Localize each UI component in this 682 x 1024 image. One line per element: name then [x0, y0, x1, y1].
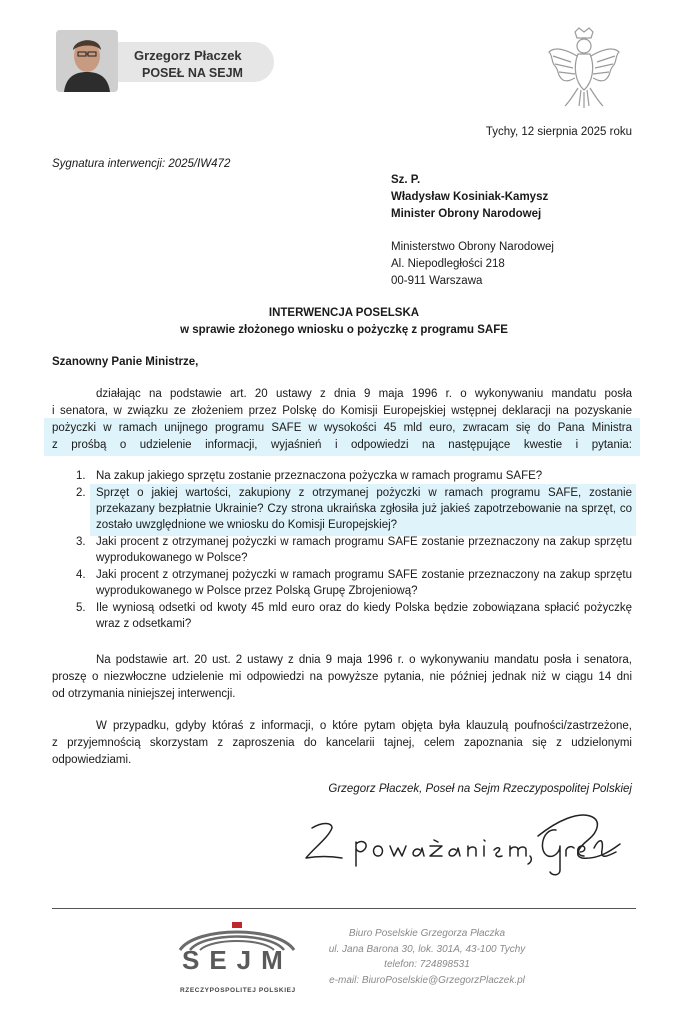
list-item: [76, 485, 632, 533]
header-role: POSEŁ NA SEJM: [142, 66, 243, 80]
intro-line-4: z prośbą o udzielenie informacji, wyjaśnień i odpowiedzi na następujące kwestie i pytania:: [52, 439, 632, 451]
footer-email[interactable]: e-mail: BiuroPoselskie@GrzegorzPlaczek.pl: [329, 974, 525, 986]
footer-address: ul. Jana Barona 30, lok. 301A, 43-100 Tychy: [328, 943, 526, 955]
confidential-line-1: W przypadku, gdyby któraś z informacji, o które pytam objęta była klauzulą poufności/zastrzeżone,: [96, 720, 632, 732]
polish-eagle-emblem-icon: [545, 26, 623, 110]
confidential-line-2: z przyjemnością skorzystam z zaproszenia do kancelarii tajnej, celem zapoznania się z udzielonymi: [52, 737, 632, 749]
reference-number: Sygnatura interwencji: 2025/IW472: [52, 158, 231, 170]
list-number: 4.: [76, 569, 86, 581]
recipient-salutation: Sz. P.: [391, 174, 421, 186]
handwritten-signature-icon: [298, 800, 628, 880]
recipient-name: Władysław Kosiniak-Kamysz: [391, 191, 549, 203]
avatar: [56, 30, 118, 92]
list-item: [76, 600, 632, 632]
list-item: [76, 534, 632, 566]
intro-line-1: działając na podstawie art. 20 ustawy z dnia 9 maja 1996 r. o wykonywaniu mandatu posła: [96, 388, 632, 400]
footer-office: Biuro Poselskie Grzegorza Płaczka: [348, 928, 506, 939]
list-item: [76, 567, 632, 599]
header-name: Grzegorz Płaczek: [134, 48, 242, 63]
footer-divider: [52, 908, 636, 909]
place-date: Tychy, 12 sierpnia 2025 roku: [485, 126, 632, 138]
request-line-1: Na podstawie art. 20 ust. 2 ustawy z dnia 9 maja 1996 r. o wykonywaniu mandatu posła i senatora,: [96, 654, 632, 666]
recipient-city: 00-911 Warszawa: [391, 275, 483, 287]
list-text: Sprzęt o jakiej wartości, zakupiony z otrzymanej pożyczki w ramach programu SAFE, zostanie przekazany bezpłatnie Ukrainie? Czy strona ukraińska zgłosiła już jakieś zapotrzebowanie na sprzęt, co zostało uwzględnione we wniosku do Komisji Europejskiej?: [96, 487, 632, 531]
list-text: Ile wyniosą odsetki od kwoty 45 mld euro oraz do kiedy Polska będzie zobowiązana spłacić pożyczkę wraz z odsetkami?: [96, 602, 632, 630]
list-item: [76, 468, 632, 484]
footer-contact: [312, 926, 542, 988]
subject-title: INTERWENCJA POSELSKA: [268, 307, 420, 319]
list-number: 5.: [76, 602, 86, 614]
intro-line-3: pożyczki w ramach unijnego programu SAFE w wysokości 45 mld euro, zwracam się do Pana Ministra: [52, 422, 632, 434]
greeting: Szanowny Panie Ministrze,: [52, 356, 199, 368]
list-text: Na zakup jakiego sprzętu zostanie przeznaczona pożyczka w ramach programu SAFE?: [96, 470, 543, 482]
intro-line-2: i senatora, w związku ze złożeniem przez Polskę do Komisji Europejskiej wstępnej deklaracji na pozyskanie: [52, 405, 632, 417]
recipient-institution: Ministerstwo Obrony Narodowej: [391, 241, 554, 253]
request-line-2: proszę o niezwłoczne udzielenie mi odpowiedzi na powyższe pytania, nie później jednak niż w ciągu 14 dni: [52, 671, 632, 683]
recipient-street: Al. Niepodległości 218: [391, 258, 505, 270]
signature-line: Grzegorz Płaczek, Poseł na Sejm Rzeczypospolitej Polskiej: [328, 783, 632, 795]
list-text: Jaki procent z otrzymanej pożyczki w ramach programu SAFE zostanie przeznaczony na zakup sprzętu wyprodukowanego w Polsce?: [96, 536, 632, 564]
list-number: 1.: [76, 470, 86, 482]
list-text: Jaki procent z otrzymanej pożyczki w ramach programu SAFE zostanie przeznaczony na zakup sprzętu wyprodukowanego w Polsce przez Polską Grupę Zbrojeniową?: [96, 569, 632, 597]
list-number: 3.: [76, 536, 86, 548]
sejm-logo-subtitle: RZECZYPOSPOLITEJ POLSKIEJ: [180, 987, 296, 994]
subject-line: w sprawie złożonego wniosku o pożyczkę z programu SAFE: [180, 324, 508, 336]
recipient-title: Minister Obrony Narodowej: [391, 208, 542, 220]
list-number: 2.: [76, 487, 86, 499]
confidential-line-3: odpowiedziami.: [52, 754, 132, 766]
questions-list: [76, 468, 632, 632]
footer-phone: telefon: 724898531: [384, 959, 470, 970]
request-line-3: od otrzymania niniejszej interwencji.: [52, 688, 236, 700]
sejm-logo-word: SEJM: [182, 945, 293, 975]
